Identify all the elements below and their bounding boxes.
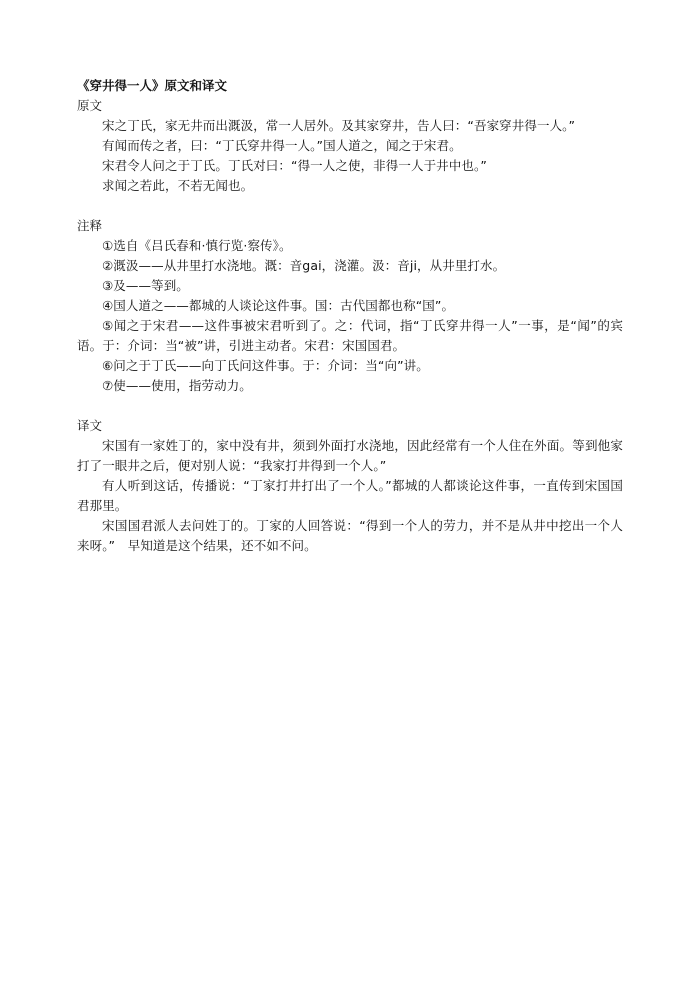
section-heading-translation: 译文	[77, 418, 103, 433]
translation-paragraph: 宋国有一家姓丁的，家中没有井，须到外面打水浇地，因此经常有一个人住在外面。等到他家打了一眼井之后，便对别人说：“我家打井得到一个人。”	[77, 438, 623, 473]
note-item: ⑥问之于丁氏——向丁氏问这件事。于：介词：当“向”讲。	[102, 358, 429, 373]
translation-paragraph: 有人听到这话，传播说：“丁家打井打出了一个人。”都城的人都谈论这件事，一直传到宋国国君那里。	[77, 478, 623, 513]
original-paragraph: 宋君令人问之于丁氏。丁氏对曰：“得一人之使，非得一人于井中也。”	[102, 158, 487, 173]
note-item: ⑤闻之于宋君——这件事被宋君听到了。之：代词，指“丁氏穿井得一人”一事，是“闻”的宾语。于：介词：当“被”讲，引进主动者。宋君：宋国国君。	[77, 318, 623, 353]
section-gap	[77, 196, 623, 216]
section-heading-original: 原文	[77, 98, 103, 113]
document-title: 《穿井得一人》原文和译文	[77, 78, 228, 93]
section-gap	[77, 396, 623, 416]
original-paragraph: 有闻而传之者，曰：“丁氏穿井得一人。”国人道之，闻之于宋君。	[102, 138, 462, 153]
note-item: ⑦使——使用，指劳动力。	[102, 378, 252, 393]
original-paragraph: 宋之丁氏，家无井而出溉汲，常一人居外。及其家穿井，告人曰：“吾家穿井得一人。”	[102, 118, 576, 133]
section-heading-notes: 注释	[77, 218, 103, 233]
document-page	[77, 76, 623, 556]
note-item: ①选自《吕氏春和·慎行览·察传》。	[102, 238, 292, 253]
translation-paragraph: 宋国国君派人去问姓丁的。丁家的人回答说：“得到一个人的劳力，并不是从井中挖出一个人来呀。” 早知道是这个结果，还不如不问。	[77, 518, 623, 553]
note-item: ④国人道之——都城的人谈论这件事。国：古代国都也称“国”。	[102, 298, 455, 313]
note-item: ②溉汲——从井里打水浇地。溉：音gai，浇灌。汲：音ji，从井里打水。	[102, 258, 506, 273]
original-paragraph: 求闻之若此，不若无闻也。	[102, 178, 254, 193]
note-item: ③及——等到。	[102, 278, 189, 293]
